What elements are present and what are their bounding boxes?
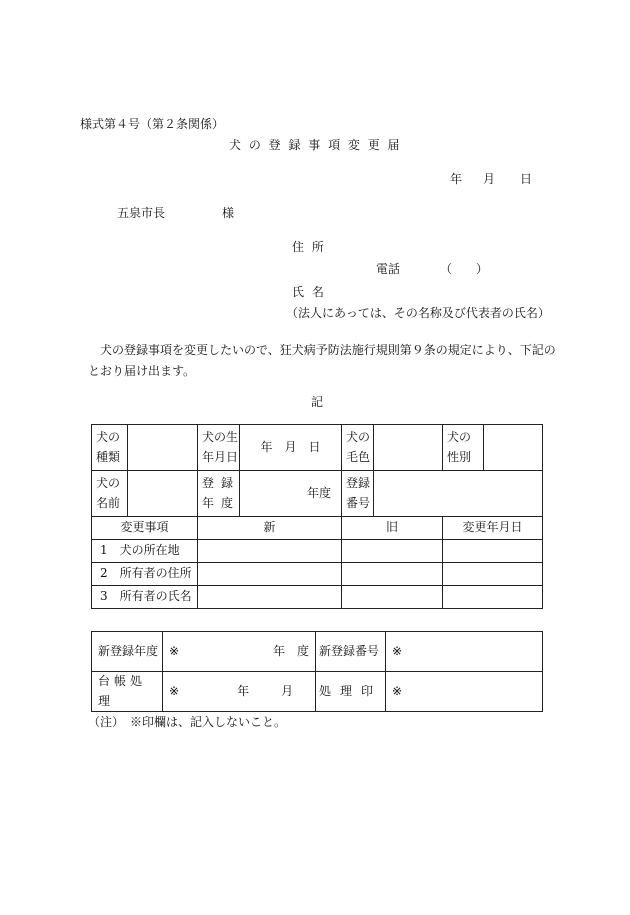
table-row — [92, 425, 543, 471]
page-title: 犬 の 登 録 事 項 変 更 届 — [229, 138, 402, 152]
date-day: 日 — [520, 172, 533, 186]
color-label: 犬の 毛色 — [342, 425, 374, 471]
new-reg-no-field[interactable] — [386, 632, 543, 672]
footnote: （注） ※印欄は、記入しないこと。 — [88, 715, 287, 729]
sex-label: 犬の 性別 — [443, 425, 484, 471]
change-new-cell[interactable] — [198, 540, 342, 563]
change-header-row — [92, 517, 543, 540]
reg-no-label: 登録 番号 — [342, 471, 374, 517]
addressee-honorific: 様 — [222, 206, 235, 220]
table-row — [92, 471, 543, 517]
sex-field[interactable] — [484, 425, 543, 471]
breed-field[interactable] — [128, 425, 198, 471]
dog-name-field[interactable] — [128, 471, 198, 517]
change-item-owner-address: 2 所有者の住所 — [92, 563, 198, 586]
change-date-cell[interactable] — [443, 586, 543, 609]
breed-label: 犬の 種類 — [92, 425, 128, 471]
kome-mark: ※ — [392, 683, 403, 698]
body-text-line1: 犬の登録事項を変更したいので、狂犬病予防法施行規則第９条の規定により、下記の — [100, 343, 556, 357]
change-old-cell[interactable] — [342, 586, 443, 609]
change-date-cell[interactable] — [443, 563, 543, 586]
table-row — [92, 586, 543, 609]
old-header: 旧 — [342, 517, 443, 540]
ki-heading: 記 — [311, 395, 324, 409]
table-row — [92, 672, 543, 712]
reg-year-label: 登 録 年 度 — [198, 471, 240, 517]
ledger-label: 台帳処理 — [92, 672, 163, 712]
kome-mark: ※ — [169, 683, 180, 698]
color-field[interactable] — [374, 425, 443, 471]
new-reg-no-label: 新登録番号 — [316, 632, 386, 672]
new-reg-year-field[interactable]: ※ 年 度 — [163, 632, 316, 672]
change-item-header: 変更事項 — [92, 517, 198, 540]
change-old-cell[interactable] — [342, 563, 443, 586]
name-label: 氏 名 — [292, 285, 324, 299]
reg-year-field[interactable]: 年度 — [240, 471, 342, 517]
kome-mark: ※ — [392, 643, 403, 658]
kome-mark: ※ — [169, 643, 180, 658]
new-reg-year-label: 新登録年度 — [92, 632, 163, 672]
seal-label: 処理印 — [316, 672, 386, 712]
office-use-table — [91, 631, 543, 712]
change-item-owner-name: 3 所有者の氏名 — [92, 586, 198, 609]
body-text-line2: とおり届け出ます。 — [88, 364, 196, 378]
date-month: 月 — [483, 172, 496, 186]
birth-date-field[interactable]: 年 月 日 — [240, 425, 342, 471]
phone-label: 電話 — [376, 262, 401, 276]
phone-paren: （ ） — [440, 262, 489, 276]
change-new-cell[interactable] — [198, 586, 342, 609]
seal-field[interactable] — [386, 672, 543, 712]
change-date-cell[interactable] — [443, 540, 543, 563]
date-year: 年 — [450, 172, 463, 186]
change-old-cell[interactable] — [342, 540, 443, 563]
change-new-cell[interactable] — [198, 563, 342, 586]
reg-no-field[interactable] — [374, 471, 543, 517]
form-number: 様式第４号（第２条関係） — [80, 117, 225, 131]
address-label: 住 所 — [292, 240, 324, 254]
change-item-location: 1 犬の所在地 — [92, 540, 198, 563]
table-row — [92, 563, 543, 586]
table-row — [92, 632, 543, 672]
birth-label: 犬の生 年月日 — [198, 425, 240, 471]
change-date-header: 変更年月日 — [443, 517, 543, 540]
dog-info-table — [91, 424, 543, 609]
addressee-name: 五泉市長 — [117, 206, 166, 220]
dog-name-label: 犬の 名前 — [92, 471, 128, 517]
corporation-note: （法人にあっては、その名称及び代表者の氏名） — [286, 306, 550, 320]
ledger-field[interactable]: ※ 年 月 — [163, 672, 316, 712]
table-row — [92, 540, 543, 563]
new-header: 新 — [198, 517, 342, 540]
